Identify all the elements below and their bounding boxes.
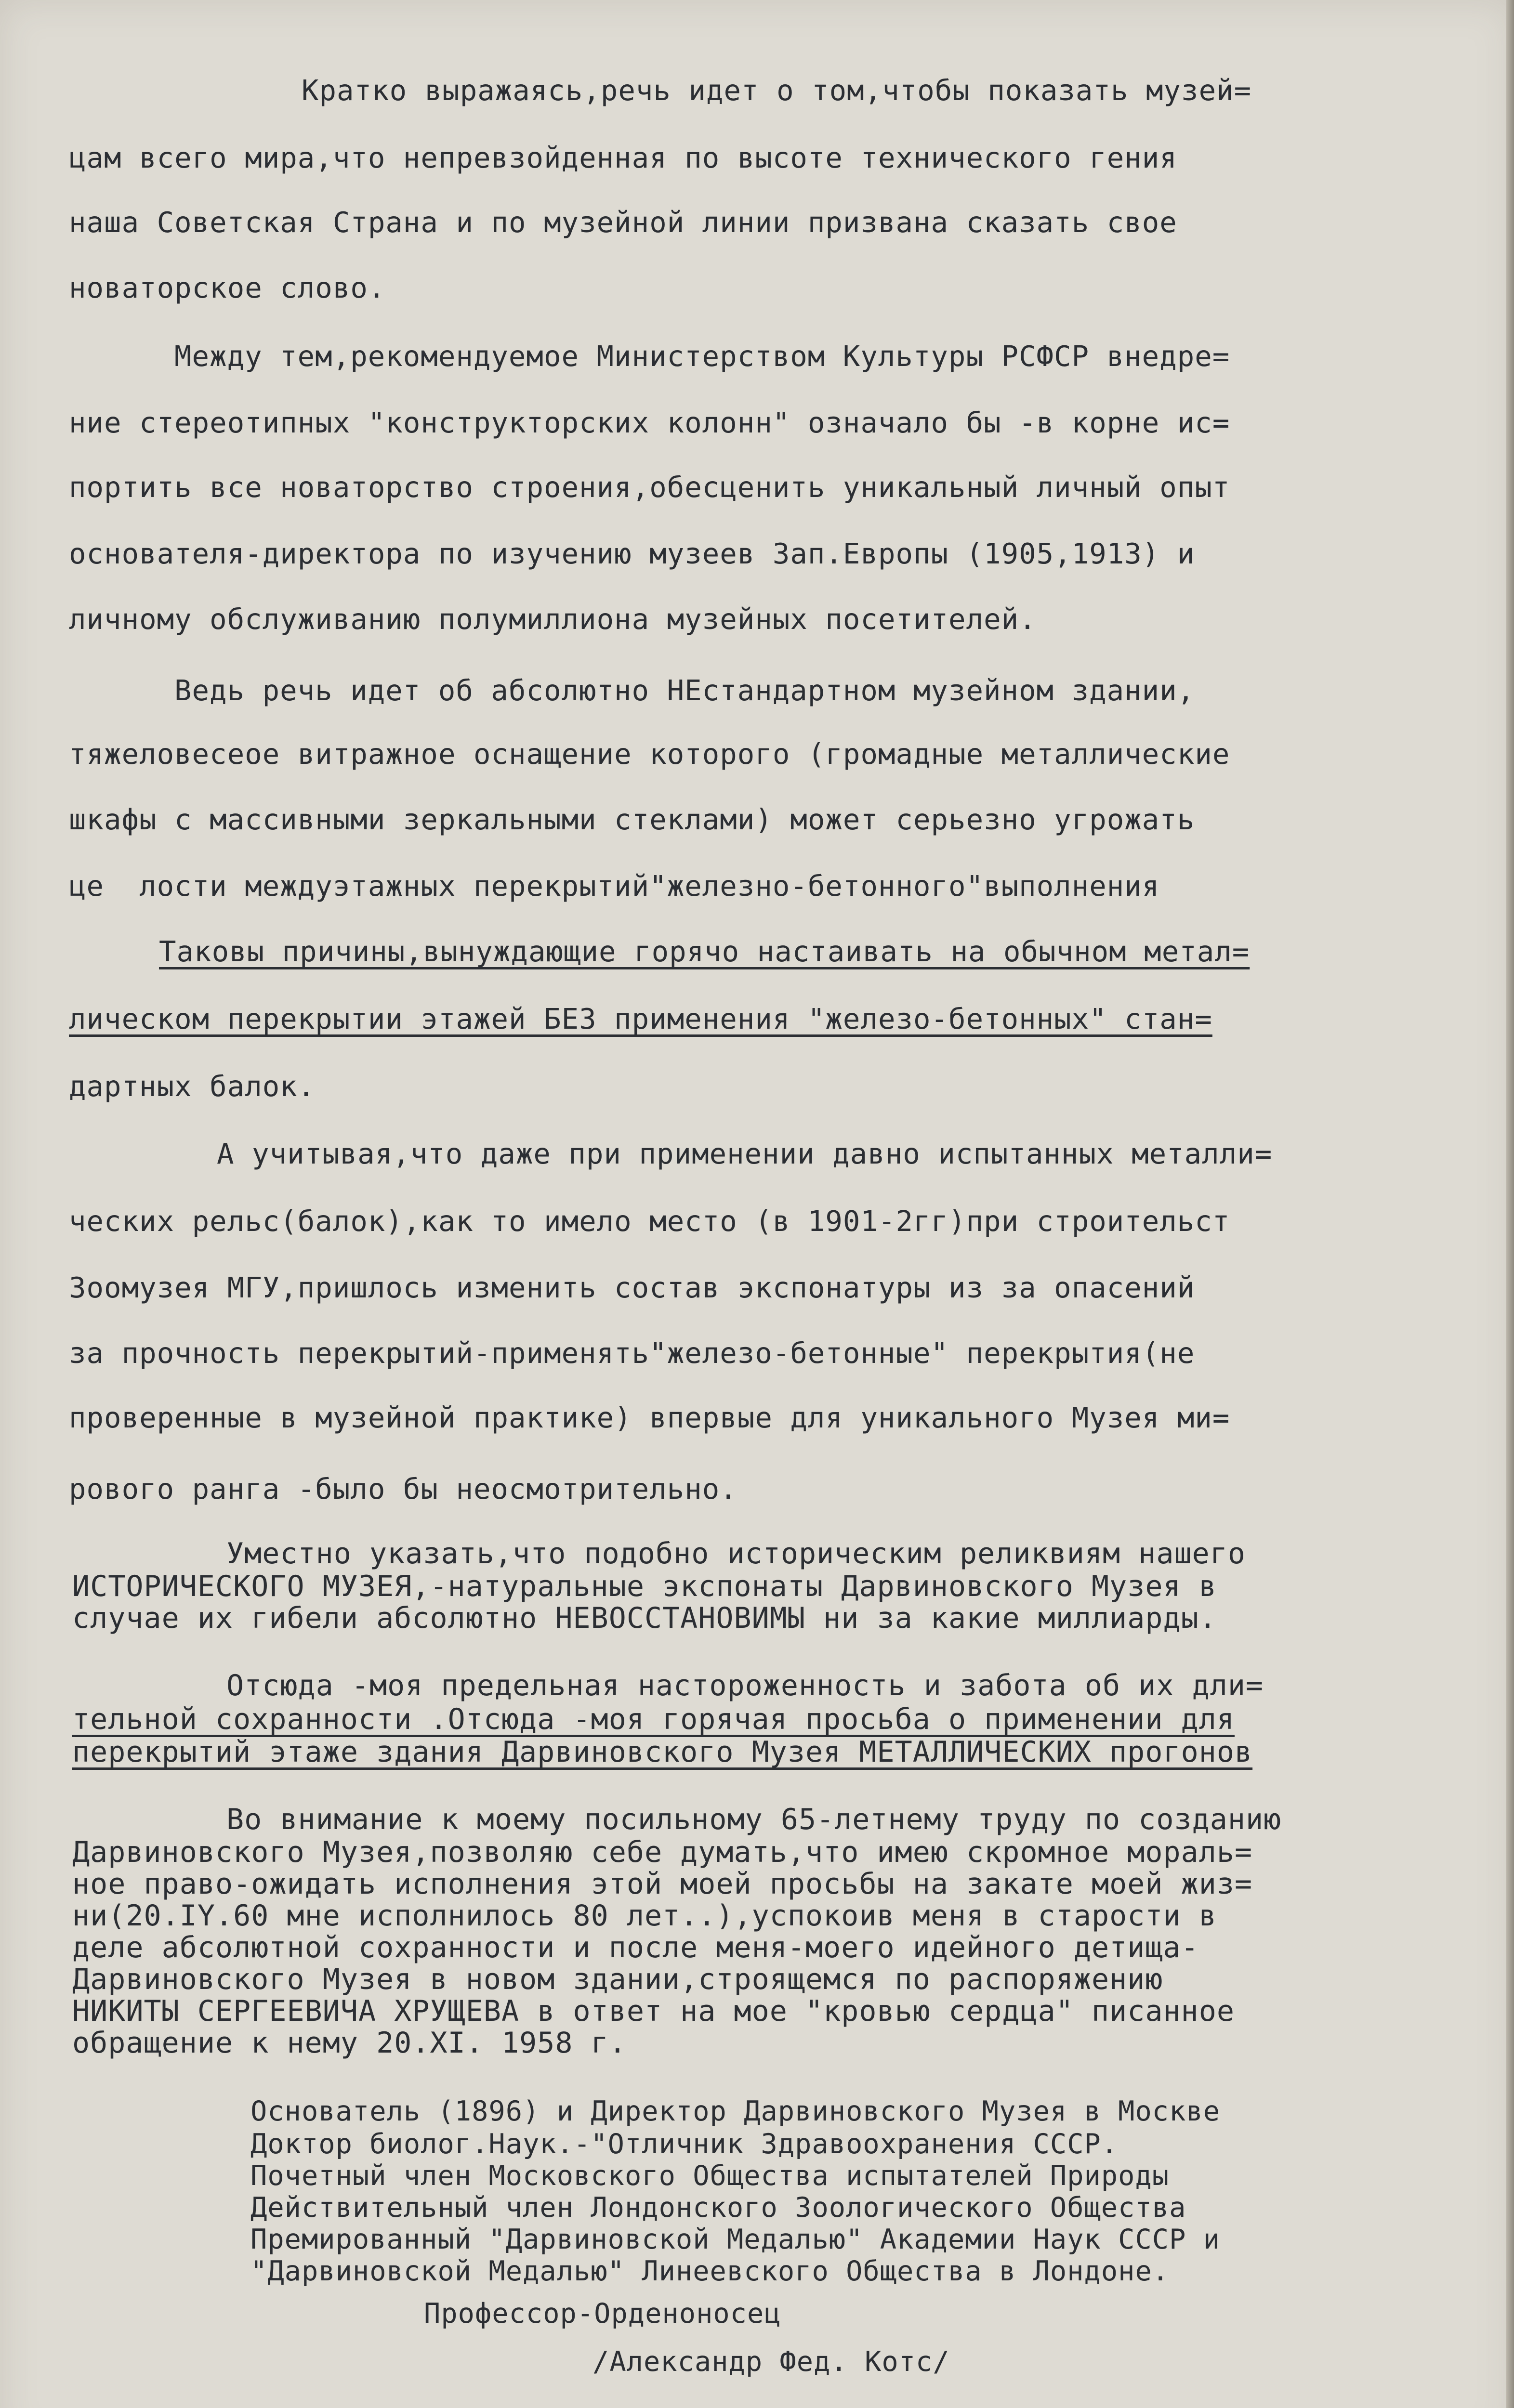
text-line: ние стереотипных "конструкторских колонн" означало бы -в корне ис= — [69, 406, 1230, 439]
text-line: Зоомузея МГУ,пришлось изменить состав экспонатуры из за опасений — [69, 1271, 1195, 1304]
text-line: ни(20.IY.60 мне исполнилось 80 лет..),успокоив меня в старости в — [72, 1899, 1217, 1933]
underlined-text-line: тельной сохранности .Отсюда -моя горячая просьба о применении для — [72, 1702, 1235, 1736]
underlined-text-line: Таковы причины,вынуждающие горячо настаивать на обычном метал= — [159, 935, 1250, 968]
text-line: шкафы с массивными зеркальными стеклами) может серьезно угрожать — [69, 803, 1195, 836]
text-line: Уместно указать,что подобно историческим реликвиям нашего — [226, 1537, 1246, 1570]
signature-line: Почетный член Московского Общества испытателей Природы — [250, 2160, 1170, 2192]
underlined-text-line: лическом перекрытии этажей БЕЗ применения "железо-бетонных" стан= — [69, 1002, 1212, 1035]
text-line: ческих рельс(балок),как то имело место (в 1901-2гг)при строительст — [69, 1204, 1230, 1238]
text-line: проверенные в музейной практике) впервые для уникального Музея ми= — [69, 1401, 1230, 1434]
text-line: це лости междуэтажных перекрытий"железно-бетонного"выполнения — [69, 869, 1160, 903]
text-line: новаторское слово. — [69, 271, 386, 304]
text-line: дартных балок. — [69, 1070, 316, 1103]
text-line: наша Советская Страна и по музейной линии призвана сказать свое — [69, 206, 1177, 239]
signature-line: "Дарвиновской Медалью" Линеевского Общества в Лондоне. — [250, 2255, 1170, 2287]
text-line: тяжеловесеое витражное оснащение которого (громадные металлические — [69, 737, 1230, 771]
signature-line: Действительный член Лондонского Зоологического Общества — [250, 2192, 1186, 2224]
text-line: Дарвиновского Музея,позволяю себе думать,что имею скромное мораль= — [72, 1835, 1253, 1869]
signature-line: Основатель (1896) и Директор Дарвиновского Музея в Москве — [250, 2095, 1221, 2127]
text-line: деле абсолютной сохранности и после меня-моего идейного детища- — [72, 1931, 1199, 1964]
text-line: Отсюда -моя предельная настороженность и забота об их дли= — [226, 1669, 1264, 1702]
text-line: за прочность перекрытий-применять"железо-бетонные" перекрытия(не — [69, 1336, 1195, 1370]
text-line: Ведь речь идет об абсолютно НЕстандартном музейном здании, — [174, 674, 1195, 707]
text-line: Дарвиновского Музея в новом здании,строящемся по распоряжению — [72, 1963, 1163, 1996]
text-line: обращение к нему 20.XI. 1958 г. — [72, 2026, 627, 2060]
text-line: НИКИТЫ СЕРГЕЕВИЧА ХРУЩЕВА в ответ на мое "кровью сердца" писанное — [72, 1994, 1235, 2028]
text-line: ное право-ожидать исполнения этой моей просьбы на закате моей жиз= — [72, 1867, 1253, 1901]
text-line: ИСТОРИЧЕСКОГО МУЗЕЯ,-натуральные экспонаты Дарвиновского Музея в — [72, 1570, 1217, 1603]
text-line: портить все новаторство строения,обесценить уникальный личный опыт — [69, 471, 1230, 504]
text-line: цам всего мира,что непревзойденная по высоте технического гения — [69, 141, 1177, 174]
underlined-text-line: перекрытий этаже здания Дарвиновского Музея МЕТАЛЛИЧЕСКИХ прогонов — [72, 1735, 1253, 1769]
text-line: Кратко выражаясь,речь идет о том,чтобы показать музей= — [302, 74, 1252, 107]
signature-line: Доктор биолог.Наук.-"Отличник Здравоохранения СССР. — [250, 2128, 1119, 2160]
signature-title: Профессор-Орденоносец — [424, 2298, 781, 2329]
page-edge-shadow — [1506, 0, 1514, 2408]
signature-name: /Александр Фед. Котс/ — [592, 2346, 950, 2378]
text-line: А учитывая,что даже при применении давно испытанных металли= — [217, 1137, 1273, 1170]
text-line: случае их гибели абсолютно НЕВОССТАНОВИМЫ ни за какие миллиарды. — [72, 1601, 1217, 1635]
text-line: Между тем,рекомендуемое Министерством Культуры РСФСР внедре= — [174, 340, 1230, 373]
signature-line: Премированный "Дарвиновской Медалью" Академии Наук СССР и — [250, 2224, 1221, 2255]
text-line: личному обслуживанию полумиллиона музейных посетителей. — [69, 602, 1037, 636]
text-line: основателя-директора по изучению музеев Зап.Европы (1905,1913) и — [69, 537, 1195, 570]
text-line: Во внимание к моему посильному 65-летнему труду по созданию — [226, 1803, 1282, 1836]
text-line: рового ранга -было бы неосмотрительно. — [69, 1472, 737, 1505]
